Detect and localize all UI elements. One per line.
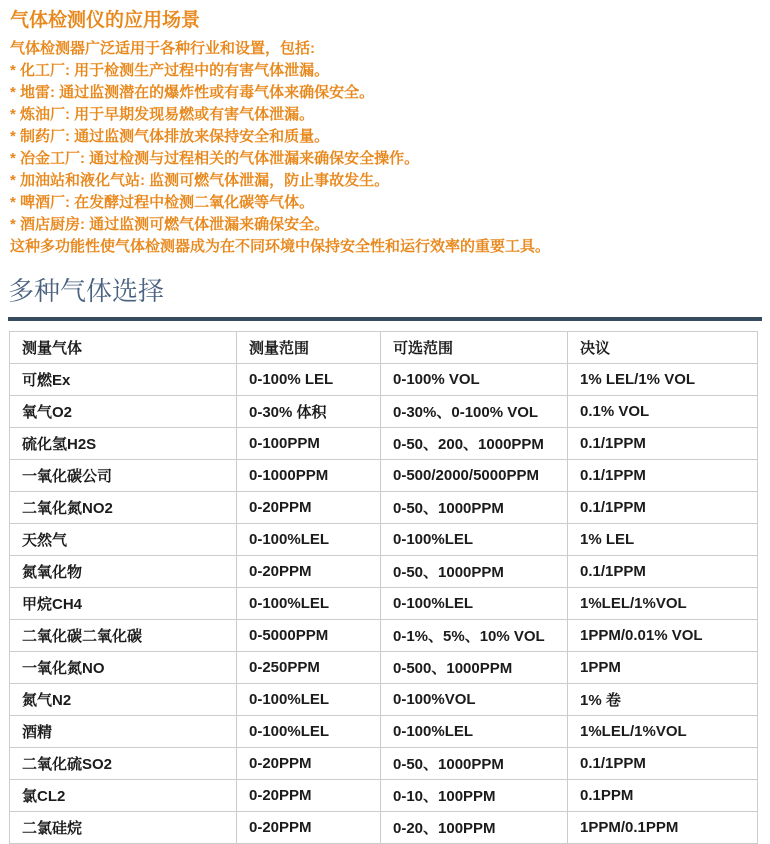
section-divider: [8, 317, 762, 321]
table-cell: 0-100%LEL: [237, 524, 381, 556]
table-row: [10, 780, 758, 812]
table-row: [10, 396, 758, 428]
table-cell: 0-30% 体积: [237, 396, 381, 428]
table-row: [10, 748, 758, 780]
table-cell: 0-100%LEL: [237, 716, 381, 748]
table-body: [10, 364, 758, 844]
table-cell: 1PPM/0.01% VOL: [568, 620, 758, 652]
intro-line: * 酒店厨房: 通过监测可燃气体泄漏来确保安全。: [10, 216, 330, 233]
table-cell: 0-50、1000PPM: [381, 492, 568, 524]
intro-line: * 加油站和液化气站: 监测可燃气体泄漏，防止事故发生。: [10, 172, 390, 189]
column-header: 决议: [568, 332, 758, 364]
intro-line: * 地雷: 通过监测潜在的爆炸性或有毒气体来确保安全。: [10, 84, 375, 101]
intro-line: * 炼油厂: 用于早期发现易燃或有害气体泄漏。: [10, 106, 315, 123]
table-row: [10, 492, 758, 524]
table-cell: 二氯硅烷: [10, 812, 237, 844]
table-cell: 0-100%LEL: [381, 524, 568, 556]
table-cell: 二氧化氮NO2: [10, 492, 237, 524]
intro-lines: [10, 38, 760, 258]
table-cell: 0-1000PPM: [237, 460, 381, 492]
section-title: 多种气体选择: [8, 276, 165, 306]
table-cell: 0-500、1000PPM: [381, 652, 568, 684]
table-cell: 0-500/2000/5000PPM: [381, 460, 568, 492]
table-row: [10, 460, 758, 492]
table-cell: 0-20PPM: [237, 556, 381, 588]
table-cell: 1PPM: [568, 652, 758, 684]
table-cell: 1% LEL: [568, 524, 758, 556]
table-cell: 1% 卷: [568, 684, 758, 716]
intro-line: * 制药厂: 通过监测气体排放来保持安全和质量。: [10, 128, 330, 145]
intro-line: * 啤酒厂: 在发酵过程中检测二氧化碳等气体。: [10, 194, 315, 211]
table-cell: 0.1% VOL: [568, 396, 758, 428]
table-cell: 0-50、1000PPM: [381, 556, 568, 588]
column-header: 测量气体: [10, 332, 237, 364]
table-cell: 0-100% LEL: [237, 364, 381, 396]
table-row: [10, 364, 758, 396]
page-title: 气体检测仪的应用场景: [10, 10, 201, 31]
table-head: [10, 332, 758, 364]
intro-line: 这种多功能性使气体检测器成为在不同环境中保持安全性和运行效率的重要工具。: [10, 238, 551, 255]
table-row: [10, 716, 758, 748]
table-cell: 氮气N2: [10, 684, 237, 716]
table-cell: 0.1/1PPM: [568, 460, 758, 492]
table-cell: 0-250PPM: [237, 652, 381, 684]
table-row: [10, 684, 758, 716]
table-cell: 二氧化碳二氧化碳: [10, 620, 237, 652]
table-cell: 0-100%VOL: [381, 684, 568, 716]
table-cell: 0.1/1PPM: [568, 428, 758, 460]
table-row: [10, 812, 758, 844]
table-row: [10, 652, 758, 684]
table-row: [10, 428, 758, 460]
table-cell: 0-100%LEL: [381, 588, 568, 620]
table-cell: 氧气O2: [10, 396, 237, 428]
table-cell: 1% LEL/1% VOL: [568, 364, 758, 396]
table-row: [10, 588, 758, 620]
table-cell: 0.1/1PPM: [568, 492, 758, 524]
intro-line: 气体检测器广泛适用于各种行业和设置，包括:: [10, 40, 315, 57]
table-cell: 0-1%、5%、10% VOL: [381, 620, 568, 652]
table-cell: 一氧化碳公司: [10, 460, 237, 492]
table-cell: 1%LEL/1%VOL: [568, 588, 758, 620]
gas-selection-table: [9, 331, 758, 844]
table-cell: 0.1/1PPM: [568, 748, 758, 780]
table-cell: 天然气: [10, 524, 237, 556]
table-cell: 0-50、200、1000PPM: [381, 428, 568, 460]
table-cell: 0-100%LEL: [381, 716, 568, 748]
table-cell: 0-20PPM: [237, 748, 381, 780]
column-header: 可选范围: [381, 332, 568, 364]
table-cell: 甲烷CH4: [10, 588, 237, 620]
table-cell: 氯CL2: [10, 780, 237, 812]
table-cell: 0-100%LEL: [237, 588, 381, 620]
table-cell: 0-10、100PPM: [381, 780, 568, 812]
table-cell: 二氧化硫SO2: [10, 748, 237, 780]
table-cell: 0-50、1000PPM: [381, 748, 568, 780]
table-cell: 0-20PPM: [237, 812, 381, 844]
table-cell: 0.1PPM: [568, 780, 758, 812]
table-cell: 0-20、100PPM: [381, 812, 568, 844]
column-header: 测量范围: [237, 332, 381, 364]
table-row: [10, 556, 758, 588]
table-cell: 0-100%LEL: [237, 684, 381, 716]
intro-section: [0, 0, 770, 258]
table-cell: 0-5000PPM: [237, 620, 381, 652]
table-cell: 可燃Ex: [10, 364, 237, 396]
table-row: [10, 524, 758, 556]
table-cell: 0-100PPM: [237, 428, 381, 460]
intro-line: * 化工厂: 用于检测生产过程中的有害气体泄漏。: [10, 62, 330, 79]
table-cell: 1PPM/0.1PPM: [568, 812, 758, 844]
table-row: [10, 620, 758, 652]
table-cell: 0-20PPM: [237, 780, 381, 812]
table-cell: 硫化氢H2S: [10, 428, 237, 460]
table-cell: 0-20PPM: [237, 492, 381, 524]
table-cell: 酒精: [10, 716, 237, 748]
table-cell: 氮氧化物: [10, 556, 237, 588]
table-header-row: [10, 332, 758, 364]
table-cell: 一氧化氮NO: [10, 652, 237, 684]
table-cell: 0-30%、0-100% VOL: [381, 396, 568, 428]
table-cell: 0-100% VOL: [381, 364, 568, 396]
table-cell: 1%LEL/1%VOL: [568, 716, 758, 748]
intro-line: * 冶金工厂: 通过检测与过程相关的气体泄漏来确保安全操作。: [10, 150, 420, 167]
table-cell: 0.1/1PPM: [568, 556, 758, 588]
